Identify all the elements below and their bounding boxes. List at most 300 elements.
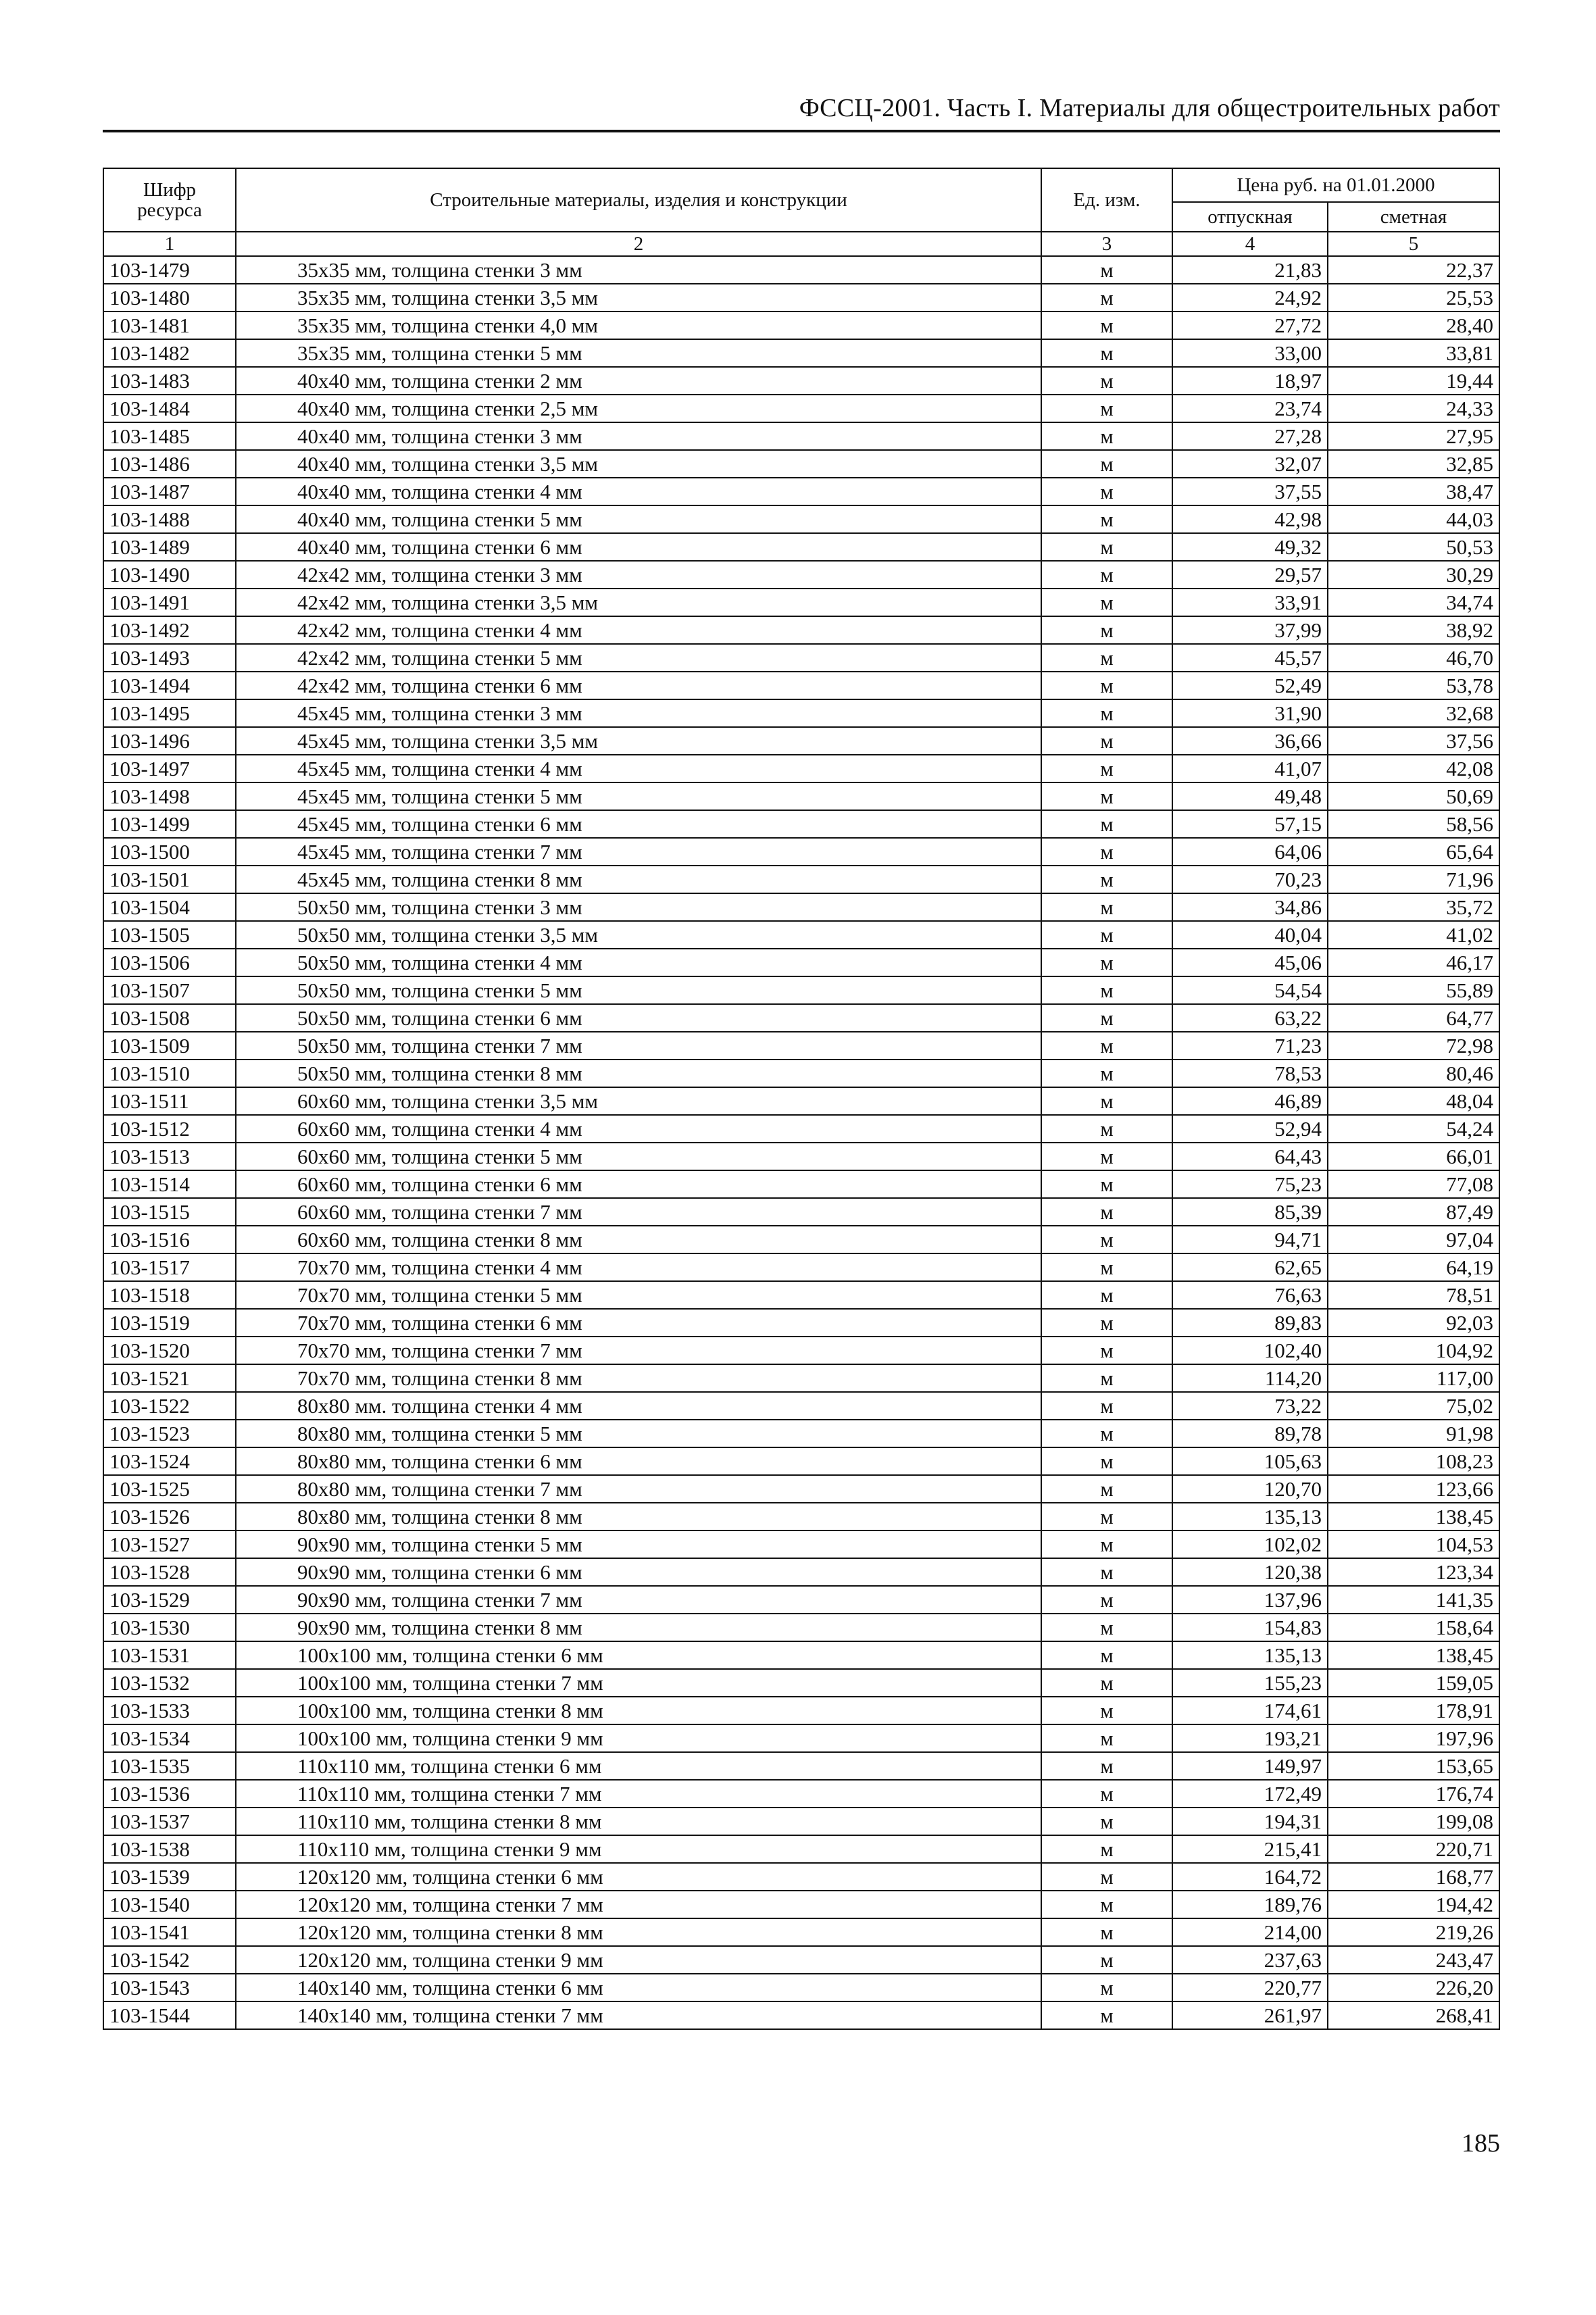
unit: м bbox=[1041, 1697, 1172, 1724]
release-price: 62,65 bbox=[1172, 1253, 1328, 1281]
unit: м bbox=[1041, 1337, 1172, 1364]
material-name: 80х80 мм, толщина стенки 7 мм bbox=[236, 1475, 1041, 1503]
resource-code: 103-1535 bbox=[103, 1752, 236, 1780]
material-name: 60х60 мм, толщина стенки 7 мм bbox=[236, 1198, 1041, 1226]
table-row bbox=[103, 1780, 1499, 1808]
unit: м bbox=[1041, 1614, 1172, 1641]
resource-code: 103-1495 bbox=[103, 699, 236, 727]
material-name: 40х40 мм, толщина стенки 3 мм bbox=[236, 422, 1041, 450]
release-price: 102,40 bbox=[1172, 1337, 1328, 1364]
release-price: 57,15 bbox=[1172, 810, 1328, 838]
header-price-group: Цена руб. на 01.01.2000 bbox=[1172, 168, 1499, 202]
release-price: 33,00 bbox=[1172, 339, 1328, 367]
resource-code: 103-1521 bbox=[103, 1364, 236, 1392]
unit: м bbox=[1041, 505, 1172, 533]
table-row bbox=[103, 1060, 1499, 1087]
material-name: 40х40 мм, толщина стенки 4 мм bbox=[236, 478, 1041, 505]
material-name: 45х45 мм, толщина стенки 3 мм bbox=[236, 699, 1041, 727]
estimate-price: 226,20 bbox=[1328, 1974, 1499, 2001]
release-price: 102,02 bbox=[1172, 1530, 1328, 1558]
unit: м bbox=[1041, 1032, 1172, 1060]
material-name: 35х35 мм, толщина стенки 3,5 мм bbox=[236, 284, 1041, 312]
resource-code: 103-1536 bbox=[103, 1780, 236, 1808]
table-row bbox=[103, 1337, 1499, 1364]
resource-code: 103-1525 bbox=[103, 1475, 236, 1503]
unit: м bbox=[1041, 644, 1172, 672]
resource-code: 103-1489 bbox=[103, 533, 236, 561]
resource-code: 103-1527 bbox=[103, 1530, 236, 1558]
release-price: 194,31 bbox=[1172, 1808, 1328, 1835]
table-row bbox=[103, 1752, 1499, 1780]
material-name: 90х90 мм, толщина стенки 7 мм bbox=[236, 1586, 1041, 1614]
material-name: 110х110 мм, толщина стенки 7 мм bbox=[236, 1780, 1041, 1808]
resource-code: 103-1515 bbox=[103, 1198, 236, 1226]
resource-code: 103-1544 bbox=[103, 2001, 236, 2029]
material-name: 40х40 мм, толщина стенки 3,5 мм bbox=[236, 450, 1041, 478]
material-name: 42х42 мм, толщина стенки 4 мм bbox=[236, 616, 1041, 644]
unit: м bbox=[1041, 949, 1172, 976]
estimate-price: 54,24 bbox=[1328, 1115, 1499, 1143]
estimate-price: 50,69 bbox=[1328, 782, 1499, 810]
table-row bbox=[103, 1863, 1499, 1891]
unit: м bbox=[1041, 312, 1172, 339]
unit: м bbox=[1041, 699, 1172, 727]
estimate-price: 41,02 bbox=[1328, 921, 1499, 949]
material-name: 90х90 мм, толщина стенки 8 мм bbox=[236, 1614, 1041, 1641]
release-price: 18,97 bbox=[1172, 367, 1328, 395]
unit: м bbox=[1041, 893, 1172, 921]
estimate-price: 87,49 bbox=[1328, 1198, 1499, 1226]
resource-code: 103-1526 bbox=[103, 1503, 236, 1530]
unit: м bbox=[1041, 1780, 1172, 1808]
release-price: 73,22 bbox=[1172, 1392, 1328, 1420]
material-name: 40х40 мм, толщина стенки 6 мм bbox=[236, 533, 1041, 561]
material-name: 50х50 мм, толщина стенки 7 мм bbox=[236, 1032, 1041, 1060]
estimate-price: 42,08 bbox=[1328, 755, 1499, 782]
release-price: 261,97 bbox=[1172, 2001, 1328, 2029]
table-row bbox=[103, 256, 1499, 284]
unit: м bbox=[1041, 1974, 1172, 2001]
table-row bbox=[103, 1586, 1499, 1614]
table-row bbox=[103, 1891, 1499, 1918]
release-price: 32,07 bbox=[1172, 450, 1328, 478]
release-price: 49,48 bbox=[1172, 782, 1328, 810]
unit: м bbox=[1041, 478, 1172, 505]
table-row bbox=[103, 672, 1499, 699]
resource-code: 103-1483 bbox=[103, 367, 236, 395]
resource-code: 103-1523 bbox=[103, 1420, 236, 1447]
estimate-price: 141,35 bbox=[1328, 1586, 1499, 1614]
table-row bbox=[103, 1032, 1499, 1060]
column-number: 1 bbox=[103, 232, 236, 256]
resource-code: 103-1484 bbox=[103, 395, 236, 422]
column-number: 4 bbox=[1172, 232, 1328, 256]
estimate-price: 123,66 bbox=[1328, 1475, 1499, 1503]
unit: м bbox=[1041, 589, 1172, 616]
header-divider bbox=[103, 130, 1500, 132]
unit: м bbox=[1041, 810, 1172, 838]
unit: м bbox=[1041, 1143, 1172, 1170]
estimate-price: 44,03 bbox=[1328, 505, 1499, 533]
release-price: 21,83 bbox=[1172, 256, 1328, 284]
unit: м bbox=[1041, 1226, 1172, 1253]
table-row bbox=[103, 339, 1499, 367]
estimate-price: 32,68 bbox=[1328, 699, 1499, 727]
resource-code: 103-1509 bbox=[103, 1032, 236, 1060]
release-price: 49,32 bbox=[1172, 533, 1328, 561]
release-price: 29,57 bbox=[1172, 561, 1328, 589]
unit: м bbox=[1041, 533, 1172, 561]
resource-code: 103-1540 bbox=[103, 1891, 236, 1918]
resource-code: 103-1493 bbox=[103, 644, 236, 672]
material-name: 40х40 мм, толщина стенки 2 мм bbox=[236, 367, 1041, 395]
resource-code: 103-1543 bbox=[103, 1974, 236, 2001]
table-row bbox=[103, 727, 1499, 755]
table-row bbox=[103, 949, 1499, 976]
resource-code: 103-1501 bbox=[103, 866, 236, 893]
estimate-price: 25,53 bbox=[1328, 284, 1499, 312]
unit: м bbox=[1041, 422, 1172, 450]
table-row bbox=[103, 866, 1499, 893]
release-price: 149,97 bbox=[1172, 1752, 1328, 1780]
estimate-price: 97,04 bbox=[1328, 1226, 1499, 1253]
estimate-price: 158,64 bbox=[1328, 1614, 1499, 1641]
release-price: 137,96 bbox=[1172, 1586, 1328, 1614]
unit: м bbox=[1041, 1586, 1172, 1614]
release-price: 220,77 bbox=[1172, 1974, 1328, 2001]
material-name: 60х60 мм, толщина стенки 6 мм bbox=[236, 1170, 1041, 1198]
resource-code: 103-1492 bbox=[103, 616, 236, 644]
estimate-price: 48,04 bbox=[1328, 1087, 1499, 1115]
material-name: 110х110 мм, толщина стенки 6 мм bbox=[236, 1752, 1041, 1780]
estimate-price: 71,96 bbox=[1328, 866, 1499, 893]
table-row bbox=[103, 1475, 1499, 1503]
table-row bbox=[103, 976, 1499, 1004]
estimate-price: 46,70 bbox=[1328, 644, 1499, 672]
release-price: 37,55 bbox=[1172, 478, 1328, 505]
release-price: 64,06 bbox=[1172, 838, 1328, 866]
estimate-price: 75,02 bbox=[1328, 1392, 1499, 1420]
estimate-price: 159,05 bbox=[1328, 1669, 1499, 1697]
release-price: 64,43 bbox=[1172, 1143, 1328, 1170]
unit: м bbox=[1041, 367, 1172, 395]
material-name: 90х90 мм, толщина стенки 6 мм bbox=[236, 1558, 1041, 1586]
release-price: 75,23 bbox=[1172, 1170, 1328, 1198]
unit: м bbox=[1041, 1669, 1172, 1697]
unit: м bbox=[1041, 284, 1172, 312]
unit: м bbox=[1041, 1475, 1172, 1503]
estimate-price: 176,74 bbox=[1328, 1780, 1499, 1808]
resource-code: 103-1542 bbox=[103, 1946, 236, 1974]
release-price: 40,04 bbox=[1172, 921, 1328, 949]
table-row bbox=[103, 755, 1499, 782]
release-price: 36,66 bbox=[1172, 727, 1328, 755]
unit: м bbox=[1041, 1641, 1172, 1669]
resource-code: 103-1541 bbox=[103, 1918, 236, 1946]
table-row bbox=[103, 1724, 1499, 1752]
release-price: 45,06 bbox=[1172, 949, 1328, 976]
resource-code: 103-1497 bbox=[103, 755, 236, 782]
table-row bbox=[103, 1087, 1499, 1115]
estimate-price: 243,47 bbox=[1328, 1946, 1499, 1974]
table-row bbox=[103, 367, 1499, 395]
resource-code: 103-1528 bbox=[103, 1558, 236, 1586]
material-name: 80х80 мм, толщина стенки 8 мм bbox=[236, 1503, 1041, 1530]
release-price: 164,72 bbox=[1172, 1863, 1328, 1891]
resource-code: 103-1516 bbox=[103, 1226, 236, 1253]
release-price: 154,83 bbox=[1172, 1614, 1328, 1641]
table-row bbox=[103, 450, 1499, 478]
page-header-title: ФССЦ-2001. Часть I. Материалы для общестроительных работ bbox=[799, 94, 1500, 122]
material-name: 60х60 мм, толщина стенки 8 мм bbox=[236, 1226, 1041, 1253]
unit: м bbox=[1041, 1060, 1172, 1087]
table-row bbox=[103, 312, 1499, 339]
price-table-body bbox=[103, 256, 1499, 2029]
column-number: 2 bbox=[236, 232, 1041, 256]
column-number-row bbox=[103, 232, 1499, 256]
table-row bbox=[103, 1004, 1499, 1032]
material-name: 70х70 мм, толщина стенки 5 мм bbox=[236, 1281, 1041, 1309]
estimate-price: 38,47 bbox=[1328, 478, 1499, 505]
estimate-price: 78,51 bbox=[1328, 1281, 1499, 1309]
unit: м bbox=[1041, 672, 1172, 699]
material-name: 50х50 мм, толщина стенки 4 мм bbox=[236, 949, 1041, 976]
table-row bbox=[103, 1115, 1499, 1143]
estimate-price: 66,01 bbox=[1328, 1143, 1499, 1170]
table-row bbox=[103, 1558, 1499, 1586]
resource-code: 103-1481 bbox=[103, 312, 236, 339]
unit: м bbox=[1041, 256, 1172, 284]
release-price: 135,13 bbox=[1172, 1503, 1328, 1530]
unit: м bbox=[1041, 1309, 1172, 1337]
release-price: 214,00 bbox=[1172, 1918, 1328, 1946]
estimate-price: 197,96 bbox=[1328, 1724, 1499, 1752]
release-price: 34,86 bbox=[1172, 893, 1328, 921]
table-row bbox=[103, 1946, 1499, 1974]
release-price: 105,63 bbox=[1172, 1447, 1328, 1475]
resource-code: 103-1485 bbox=[103, 422, 236, 450]
unit: м bbox=[1041, 866, 1172, 893]
table-row bbox=[103, 1309, 1499, 1337]
unit: м bbox=[1041, 1253, 1172, 1281]
material-name: 45х45 мм, толщина стенки 3,5 мм bbox=[236, 727, 1041, 755]
table-row bbox=[103, 1281, 1499, 1309]
estimate-price: 194,42 bbox=[1328, 1891, 1499, 1918]
table-row bbox=[103, 395, 1499, 422]
material-name: 60х60 мм, толщина стенки 5 мм bbox=[236, 1143, 1041, 1170]
estimate-price: 35,72 bbox=[1328, 893, 1499, 921]
material-name: 70х70 мм, толщина стенки 7 мм bbox=[236, 1337, 1041, 1364]
resource-code: 103-1513 bbox=[103, 1143, 236, 1170]
table-row bbox=[103, 1835, 1499, 1863]
unit: м bbox=[1041, 1198, 1172, 1226]
resource-code: 103-1505 bbox=[103, 921, 236, 949]
material-name: 42х42 мм, толщина стенки 3,5 мм bbox=[236, 589, 1041, 616]
table-row bbox=[103, 1503, 1499, 1530]
table-row bbox=[103, 589, 1499, 616]
estimate-price: 27,95 bbox=[1328, 422, 1499, 450]
estimate-price: 168,77 bbox=[1328, 1863, 1499, 1891]
material-name: 35х35 мм, толщина стенки 5 мм bbox=[236, 339, 1041, 367]
estimate-price: 34,74 bbox=[1328, 589, 1499, 616]
estimate-price: 65,64 bbox=[1328, 838, 1499, 866]
resource-code: 103-1538 bbox=[103, 1835, 236, 1863]
material-name: 40х40 мм, толщина стенки 5 мм bbox=[236, 505, 1041, 533]
material-name: 80х80 мм, толщина стенки 5 мм bbox=[236, 1420, 1041, 1447]
release-price: 114,20 bbox=[1172, 1364, 1328, 1392]
estimate-price: 104,92 bbox=[1328, 1337, 1499, 1364]
header-unit: Ед. изм. bbox=[1041, 168, 1172, 232]
resource-code: 103-1491 bbox=[103, 589, 236, 616]
material-name: 50х50 мм, толщина стенки 8 мм bbox=[236, 1060, 1041, 1087]
material-name: 35х35 мм, толщина стенки 4,0 мм bbox=[236, 312, 1041, 339]
unit: м bbox=[1041, 450, 1172, 478]
estimate-price: 220,71 bbox=[1328, 1835, 1499, 1863]
table-row bbox=[103, 1143, 1499, 1170]
material-name: 45х45 мм, толщина стенки 8 мм bbox=[236, 866, 1041, 893]
unit: м bbox=[1041, 1863, 1172, 1891]
release-price: 63,22 bbox=[1172, 1004, 1328, 1032]
release-price: 33,91 bbox=[1172, 589, 1328, 616]
unit: м bbox=[1041, 1087, 1172, 1115]
material-name: 140х140 мм, толщина стенки 6 мм bbox=[236, 1974, 1041, 2001]
header-estimate-price: сметная bbox=[1328, 202, 1499, 232]
release-price: 24,92 bbox=[1172, 284, 1328, 312]
estimate-price: 64,77 bbox=[1328, 1004, 1499, 1032]
release-price: 46,89 bbox=[1172, 1087, 1328, 1115]
column-number: 5 bbox=[1328, 232, 1499, 256]
resource-code: 103-1496 bbox=[103, 727, 236, 755]
table-row bbox=[103, 561, 1499, 589]
unit: м bbox=[1041, 1447, 1172, 1475]
resource-code: 103-1490 bbox=[103, 561, 236, 589]
material-name: 60х60 мм, толщина стенки 3,5 мм bbox=[236, 1087, 1041, 1115]
estimate-price: 50,53 bbox=[1328, 533, 1499, 561]
material-name: 120х120 мм, толщина стенки 6 мм bbox=[236, 1863, 1041, 1891]
material-name: 45х45 мм, толщина стенки 7 мм bbox=[236, 838, 1041, 866]
unit: м bbox=[1041, 561, 1172, 589]
table-row bbox=[103, 1530, 1499, 1558]
material-name: 60х60 мм, толщина стенки 4 мм bbox=[236, 1115, 1041, 1143]
resource-code: 103-1512 bbox=[103, 1115, 236, 1143]
table-row bbox=[103, 1198, 1499, 1226]
material-name: 45х45 мм, толщина стенки 4 мм bbox=[236, 755, 1041, 782]
table-row bbox=[103, 1447, 1499, 1475]
material-name: 90х90 мм, толщина стенки 5 мм bbox=[236, 1530, 1041, 1558]
unit: м bbox=[1041, 838, 1172, 866]
estimate-price: 19,44 bbox=[1328, 367, 1499, 395]
material-name: 120х120 мм, толщина стенки 8 мм bbox=[236, 1918, 1041, 1946]
table-row bbox=[103, 1253, 1499, 1281]
material-name: 100х100 мм, толщина стенки 8 мм bbox=[236, 1697, 1041, 1724]
header-release-price: отпускная bbox=[1172, 202, 1328, 232]
table-row bbox=[103, 893, 1499, 921]
release-price: 52,49 bbox=[1172, 672, 1328, 699]
resource-code: 103-1532 bbox=[103, 1669, 236, 1697]
material-name: 110х110 мм, толщина стенки 9 мм bbox=[236, 1835, 1041, 1863]
table-row bbox=[103, 1974, 1499, 2001]
material-name: 40х40 мм, толщина стенки 2,5 мм bbox=[236, 395, 1041, 422]
table-row bbox=[103, 422, 1499, 450]
unit: м bbox=[1041, 616, 1172, 644]
resource-code: 103-1506 bbox=[103, 949, 236, 976]
release-price: 52,94 bbox=[1172, 1115, 1328, 1143]
estimate-price: 117,00 bbox=[1328, 1364, 1499, 1392]
table-row bbox=[103, 921, 1499, 949]
table-row bbox=[103, 810, 1499, 838]
material-name: 100х100 мм, толщина стенки 6 мм bbox=[236, 1641, 1041, 1669]
material-name: 120х120 мм, толщина стенки 7 мм bbox=[236, 1891, 1041, 1918]
unit: м bbox=[1041, 1752, 1172, 1780]
unit: м bbox=[1041, 1724, 1172, 1752]
resource-code: 103-1511 bbox=[103, 1087, 236, 1115]
estimate-price: 64,19 bbox=[1328, 1253, 1499, 1281]
estimate-price: 77,08 bbox=[1328, 1170, 1499, 1198]
table-row bbox=[103, 2001, 1499, 2029]
estimate-price: 30,29 bbox=[1328, 561, 1499, 589]
estimate-price: 138,45 bbox=[1328, 1641, 1499, 1669]
release-price: 172,49 bbox=[1172, 1780, 1328, 1808]
release-price: 174,61 bbox=[1172, 1697, 1328, 1724]
estimate-price: 178,91 bbox=[1328, 1697, 1499, 1724]
material-name: 50х50 мм, толщина стенки 6 мм bbox=[236, 1004, 1041, 1032]
material-name: 42х42 мм, толщина стенки 6 мм bbox=[236, 672, 1041, 699]
estimate-price: 55,89 bbox=[1328, 976, 1499, 1004]
table-row bbox=[103, 782, 1499, 810]
estimate-price: 28,40 bbox=[1328, 312, 1499, 339]
release-price: 89,83 bbox=[1172, 1309, 1328, 1337]
release-price: 27,72 bbox=[1172, 312, 1328, 339]
resource-code: 103-1537 bbox=[103, 1808, 236, 1835]
release-price: 70,23 bbox=[1172, 866, 1328, 893]
material-name: 70х70 мм, толщина стенки 8 мм bbox=[236, 1364, 1041, 1392]
material-name: 50х50 мм, толщина стенки 5 мм bbox=[236, 976, 1041, 1004]
resource-code: 103-1500 bbox=[103, 838, 236, 866]
resource-code: 103-1480 bbox=[103, 284, 236, 312]
unit: м bbox=[1041, 1558, 1172, 1586]
resource-code: 103-1517 bbox=[103, 1253, 236, 1281]
material-name: 50х50 мм, толщина стенки 3,5 мм bbox=[236, 921, 1041, 949]
table-row bbox=[103, 1669, 1499, 1697]
estimate-price: 268,41 bbox=[1328, 2001, 1499, 2029]
unit: м bbox=[1041, 1115, 1172, 1143]
table-row bbox=[103, 1170, 1499, 1198]
table-row bbox=[103, 838, 1499, 866]
unit: м bbox=[1041, 1946, 1172, 1974]
estimate-price: 123,34 bbox=[1328, 1558, 1499, 1586]
resource-code: 103-1499 bbox=[103, 810, 236, 838]
material-name: 120х120 мм, толщина стенки 9 мм bbox=[236, 1946, 1041, 1974]
unit: м bbox=[1041, 782, 1172, 810]
release-price: 89,78 bbox=[1172, 1420, 1328, 1447]
price-table bbox=[103, 168, 1500, 2030]
estimate-price: 33,81 bbox=[1328, 339, 1499, 367]
release-price: 71,23 bbox=[1172, 1032, 1328, 1060]
estimate-price: 138,45 bbox=[1328, 1503, 1499, 1530]
resource-code: 103-1510 bbox=[103, 1060, 236, 1087]
release-price: 135,13 bbox=[1172, 1641, 1328, 1669]
material-name: 100х100 мм, толщина стенки 7 мм bbox=[236, 1669, 1041, 1697]
unit: м bbox=[1041, 1364, 1172, 1392]
unit: м bbox=[1041, 727, 1172, 755]
estimate-price: 22,37 bbox=[1328, 256, 1499, 284]
resource-code: 103-1520 bbox=[103, 1337, 236, 1364]
release-price: 54,54 bbox=[1172, 976, 1328, 1004]
resource-code: 103-1524 bbox=[103, 1447, 236, 1475]
estimate-price: 92,03 bbox=[1328, 1309, 1499, 1337]
unit: м bbox=[1041, 921, 1172, 949]
header-code: Шифр ресурса bbox=[103, 168, 236, 232]
